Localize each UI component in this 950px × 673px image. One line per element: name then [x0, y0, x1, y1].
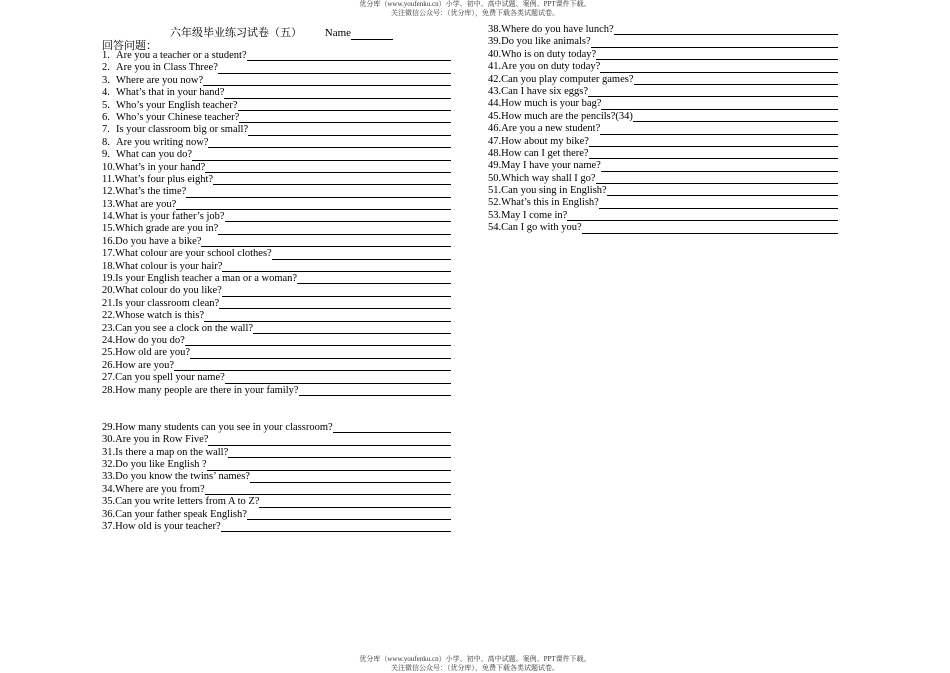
question-text: Where are you now? [116, 74, 204, 86]
question-number: 32. [102, 459, 116, 471]
question-text: Whose watch is this? [115, 310, 205, 322]
question-text: How old are you? [115, 347, 191, 359]
answer-line[interactable] [219, 298, 451, 309]
question-row [102, 335, 451, 347]
answer-line[interactable] [218, 63, 451, 74]
question-number: 10. [102, 161, 116, 173]
question-text: Can you sing in English? [501, 185, 607, 197]
answer-line[interactable] [600, 124, 838, 135]
answer-line[interactable] [589, 148, 838, 159]
question-row [488, 136, 838, 148]
answer-line[interactable] [225, 373, 451, 384]
page-title: 六年级毕业练习试卷（五） [170, 27, 302, 39]
answer-line[interactable] [176, 199, 451, 210]
question-number: 42. [488, 73, 502, 85]
question-row [102, 298, 451, 310]
question-text: Are you writing now? [116, 136, 209, 148]
question-text: Do you like English ? [115, 459, 207, 471]
question-number: 37. [102, 521, 116, 533]
question-number: 30. [102, 434, 116, 446]
top-banner [0, 0, 950, 18]
answer-line[interactable] [607, 185, 838, 196]
question-text: Who’s your English teacher? [116, 99, 238, 111]
question-number: 54. [488, 222, 502, 234]
question-number: 38. [488, 23, 502, 35]
question-row [102, 521, 451, 533]
question-text: Can you spell your name? [115, 372, 225, 384]
question-number: 3. [102, 74, 110, 86]
question-number: 35. [102, 496, 116, 508]
question-number: 25. [102, 347, 116, 359]
question-row [102, 87, 451, 99]
answer-line[interactable] [600, 62, 838, 73]
answer-line[interactable] [248, 125, 451, 136]
question-text: How old is your teacher? [115, 521, 221, 533]
question-number: 14. [102, 211, 116, 223]
question-row [102, 472, 451, 484]
question-text: Who’s your Chinese teacher? [116, 111, 240, 123]
question-row [102, 310, 451, 322]
answer-line[interactable] [601, 99, 838, 110]
question-text: Can you play computer games? [501, 73, 634, 85]
question-row [102, 112, 451, 124]
question-number: 13. [102, 198, 116, 210]
answer-line[interactable] [186, 187, 451, 198]
question-number: 21. [102, 297, 116, 309]
answer-line[interactable] [207, 460, 451, 471]
question-row [102, 62, 451, 74]
question-number: 53. [488, 209, 502, 221]
question-number: 24. [102, 334, 116, 346]
question-text: Are you in Row Five? [115, 434, 209, 446]
question-number: 20. [102, 285, 116, 297]
banner-line-2: 关注微信公众号：（优分库），免费下载各类试题试卷。 [391, 9, 559, 17]
question-text: Can I go with you? [501, 222, 582, 234]
question-number: 44. [488, 98, 502, 110]
answer-line[interactable] [567, 210, 838, 221]
question-row [102, 149, 451, 161]
question-number: 47. [488, 135, 502, 147]
question-text: Is your classroom clean? [115, 297, 220, 309]
question-text: Are you in Class Three? [116, 62, 218, 74]
question-text: How much is your bag? [501, 98, 602, 110]
question-list-part-2 [102, 422, 451, 534]
question-number: 15. [102, 223, 116, 235]
question-number: 49. [488, 160, 502, 172]
question-number: 28. [102, 384, 116, 396]
question-text: Do you have a bike? [115, 235, 202, 247]
question-text: What’s four plus eight? [114, 173, 214, 185]
question-row [102, 211, 451, 223]
question-text: May I have your name? [501, 160, 601, 172]
question-row [488, 123, 838, 135]
answer-line[interactable] [596, 49, 838, 60]
answer-line[interactable] [224, 88, 451, 99]
answer-line[interactable] [297, 273, 451, 284]
question-text: Is your classroom big or small? [116, 124, 249, 136]
question-number: 9. [102, 149, 110, 161]
answer-line[interactable] [247, 50, 451, 61]
question-row [102, 100, 451, 112]
question-text: How are you? [115, 359, 175, 371]
answer-line[interactable] [614, 24, 838, 35]
question-row [488, 24, 838, 36]
question-row [102, 236, 451, 248]
question-row [102, 124, 451, 136]
question-text: May I come in? [501, 209, 568, 221]
question-row [102, 273, 451, 285]
banner-line-1: 优分库（www.youfenku.cn）小学、初中、高中试题、案例、PPT课件下载。 [359, 0, 591, 8]
question-row [102, 75, 451, 87]
question-text: What is your father’s job? [115, 211, 225, 223]
question-text: Can I have six eggs? [501, 85, 589, 97]
answer-line[interactable] [185, 335, 451, 346]
question-row [488, 160, 838, 172]
question-row [488, 86, 838, 98]
question-number: 5. [102, 99, 110, 111]
question-number: 17. [102, 248, 116, 260]
question-number: 45. [488, 110, 502, 122]
question-row [102, 434, 451, 446]
question-row [102, 385, 451, 397]
question-text: What colour is your hair? [115, 260, 223, 272]
question-text: Do you like animals? [501, 36, 591, 48]
answer-line[interactable] [272, 249, 451, 260]
right-question-column [488, 24, 838, 235]
question-row [488, 210, 838, 222]
question-number: 33. [102, 471, 116, 483]
question-number: 29. [102, 421, 116, 433]
question-text: What’s in your hand? [115, 161, 206, 173]
question-text: What colour are your school clothes? [115, 248, 272, 260]
question-row [102, 422, 451, 434]
question-list-part-1 [102, 50, 451, 397]
answer-line[interactable] [205, 162, 451, 173]
question-number: 1. [102, 49, 110, 61]
left-question-column [102, 50, 451, 533]
answer-line[interactable] [205, 484, 451, 495]
question-row [102, 360, 451, 372]
question-row [102, 223, 451, 235]
question-text: How do you do? [115, 334, 185, 346]
question-row [488, 61, 838, 73]
answer-line[interactable] [299, 385, 451, 396]
question-number: 7. [102, 124, 110, 136]
question-text: Who is on duty today? [501, 48, 597, 60]
question-row [102, 484, 451, 496]
answer-line[interactable] [588, 86, 838, 97]
answer-line[interactable] [582, 223, 838, 234]
question-text: Are you a new student? [501, 123, 601, 135]
question-text: What can you do? [116, 149, 193, 161]
question-row [488, 111, 838, 123]
answer-line[interactable] [225, 211, 451, 222]
question-text: Where do you have lunch? [501, 23, 614, 35]
question-row [102, 347, 451, 359]
answer-line[interactable] [589, 136, 838, 147]
question-text: How much are the pencils?(34) [501, 110, 633, 122]
question-number: 52. [488, 197, 502, 209]
question-row [102, 372, 451, 384]
question-row [488, 197, 838, 209]
question-number: 22. [102, 310, 116, 322]
bottom-banner [0, 655, 950, 673]
question-row [488, 74, 838, 86]
question-row [102, 459, 451, 471]
question-row [488, 98, 838, 110]
question-number: 6. [102, 111, 110, 123]
answer-line[interactable] [174, 360, 451, 371]
question-row [102, 285, 451, 297]
question-text: What’s this in English? [501, 197, 599, 209]
question-row [102, 323, 451, 335]
question-text: What’s that in your hand? [116, 87, 225, 99]
question-number: 43. [488, 85, 502, 97]
question-number: 40. [488, 48, 502, 60]
question-row [488, 222, 838, 234]
question-text: Do you know the twins’ names? [115, 471, 250, 483]
question-number: 36. [102, 508, 116, 520]
question-number: 26. [102, 359, 116, 371]
answer-line[interactable] [203, 75, 451, 86]
answer-line[interactable] [253, 323, 451, 334]
answer-line[interactable] [228, 447, 451, 458]
question-number: 50. [488, 172, 502, 184]
question-text: How can I get there? [501, 147, 589, 159]
answer-line[interactable] [221, 521, 451, 532]
answer-line[interactable] [213, 174, 451, 185]
question-text: Can you see a clock on the wall? [115, 322, 254, 334]
question-row [488, 36, 838, 48]
question-number: 46. [488, 123, 502, 135]
answer-line[interactable] [238, 100, 451, 111]
question-text: What’s the time? [115, 186, 187, 198]
name-field[interactable] [351, 29, 393, 40]
question-row [102, 261, 451, 273]
answer-line[interactable] [201, 236, 451, 247]
question-number: 34. [102, 483, 116, 495]
question-text: What are you? [115, 198, 177, 210]
instruction-text: 回答问题： [102, 40, 157, 52]
answer-line[interactable] [596, 173, 838, 184]
question-row [102, 186, 451, 198]
question-number: 41. [488, 61, 502, 73]
answer-line[interactable] [204, 311, 451, 322]
answer-line[interactable] [250, 472, 451, 483]
question-row [102, 509, 451, 521]
answer-line[interactable] [190, 348, 451, 359]
question-text: Is there a map on the wall? [115, 446, 229, 458]
question-text: Can you write letters from A to Z? [115, 496, 260, 508]
question-row [488, 185, 838, 197]
answer-line[interactable] [218, 224, 451, 235]
question-text: Which grade are you in? [115, 223, 219, 235]
question-text: Can your father speak English? [115, 508, 247, 520]
answer-line[interactable] [222, 286, 451, 297]
question-number: 39. [488, 36, 502, 48]
question-text: Where are you from? [115, 483, 205, 495]
question-text: Is your English teacher a man or a woman? [115, 273, 298, 285]
question-number: 23. [102, 322, 116, 334]
question-number: 16. [102, 235, 116, 247]
question-row [488, 173, 838, 185]
page-title-row [170, 24, 393, 40]
question-row [102, 199, 451, 211]
question-number: 2. [102, 62, 110, 74]
question-row [102, 50, 451, 62]
question-text: How about my bike? [501, 135, 589, 147]
question-text: How many people are there in your family? [115, 384, 299, 396]
column-gap [102, 397, 451, 422]
banner-line-1: 优分库（www.youfenku.cn）小学、初中、高中试题、案例、PPT课件下载。 [359, 655, 591, 663]
question-text: What colour do you like? [115, 285, 222, 297]
answer-line[interactable] [247, 509, 451, 520]
answer-line[interactable] [259, 497, 451, 508]
question-row [102, 248, 451, 260]
answer-line[interactable] [599, 198, 838, 209]
question-row [102, 496, 451, 508]
question-number: 19. [102, 273, 116, 285]
question-number: 4. [102, 87, 110, 99]
question-row [102, 447, 451, 459]
question-number: 8. [102, 136, 110, 148]
question-number: 11. [102, 173, 115, 185]
answer-line[interactable] [633, 111, 838, 122]
answer-line[interactable] [208, 137, 451, 148]
answer-line[interactable] [634, 74, 838, 85]
question-number: 48. [488, 147, 502, 159]
question-row [102, 137, 451, 149]
banner-line-2: 关注微信公众号：（优分库），免费下载各类试题试卷。 [391, 664, 559, 672]
question-number: 51. [488, 185, 502, 197]
question-number: 27. [102, 372, 116, 384]
question-text: Which way shall I go? [501, 172, 596, 184]
answer-line[interactable] [601, 161, 838, 172]
question-text: Are you on duty today? [501, 61, 601, 73]
question-number: 18. [102, 260, 116, 272]
answer-line[interactable] [333, 422, 451, 433]
question-number: 31. [102, 446, 116, 458]
answer-line[interactable] [192, 150, 451, 161]
question-number: 12. [102, 186, 116, 198]
name-label: Name [324, 27, 352, 39]
answer-line[interactable] [239, 112, 451, 123]
answer-line[interactable] [222, 261, 451, 272]
question-row [488, 148, 838, 160]
question-text: Are you a teacher or a student? [116, 49, 247, 61]
question-row [102, 174, 451, 186]
answer-line[interactable] [208, 435, 451, 446]
question-list-part-3 [488, 24, 838, 235]
question-row [102, 162, 451, 174]
question-row [488, 49, 838, 61]
question-text: How many students can you see in your classroom? [115, 421, 333, 433]
answer-line[interactable] [591, 37, 838, 48]
